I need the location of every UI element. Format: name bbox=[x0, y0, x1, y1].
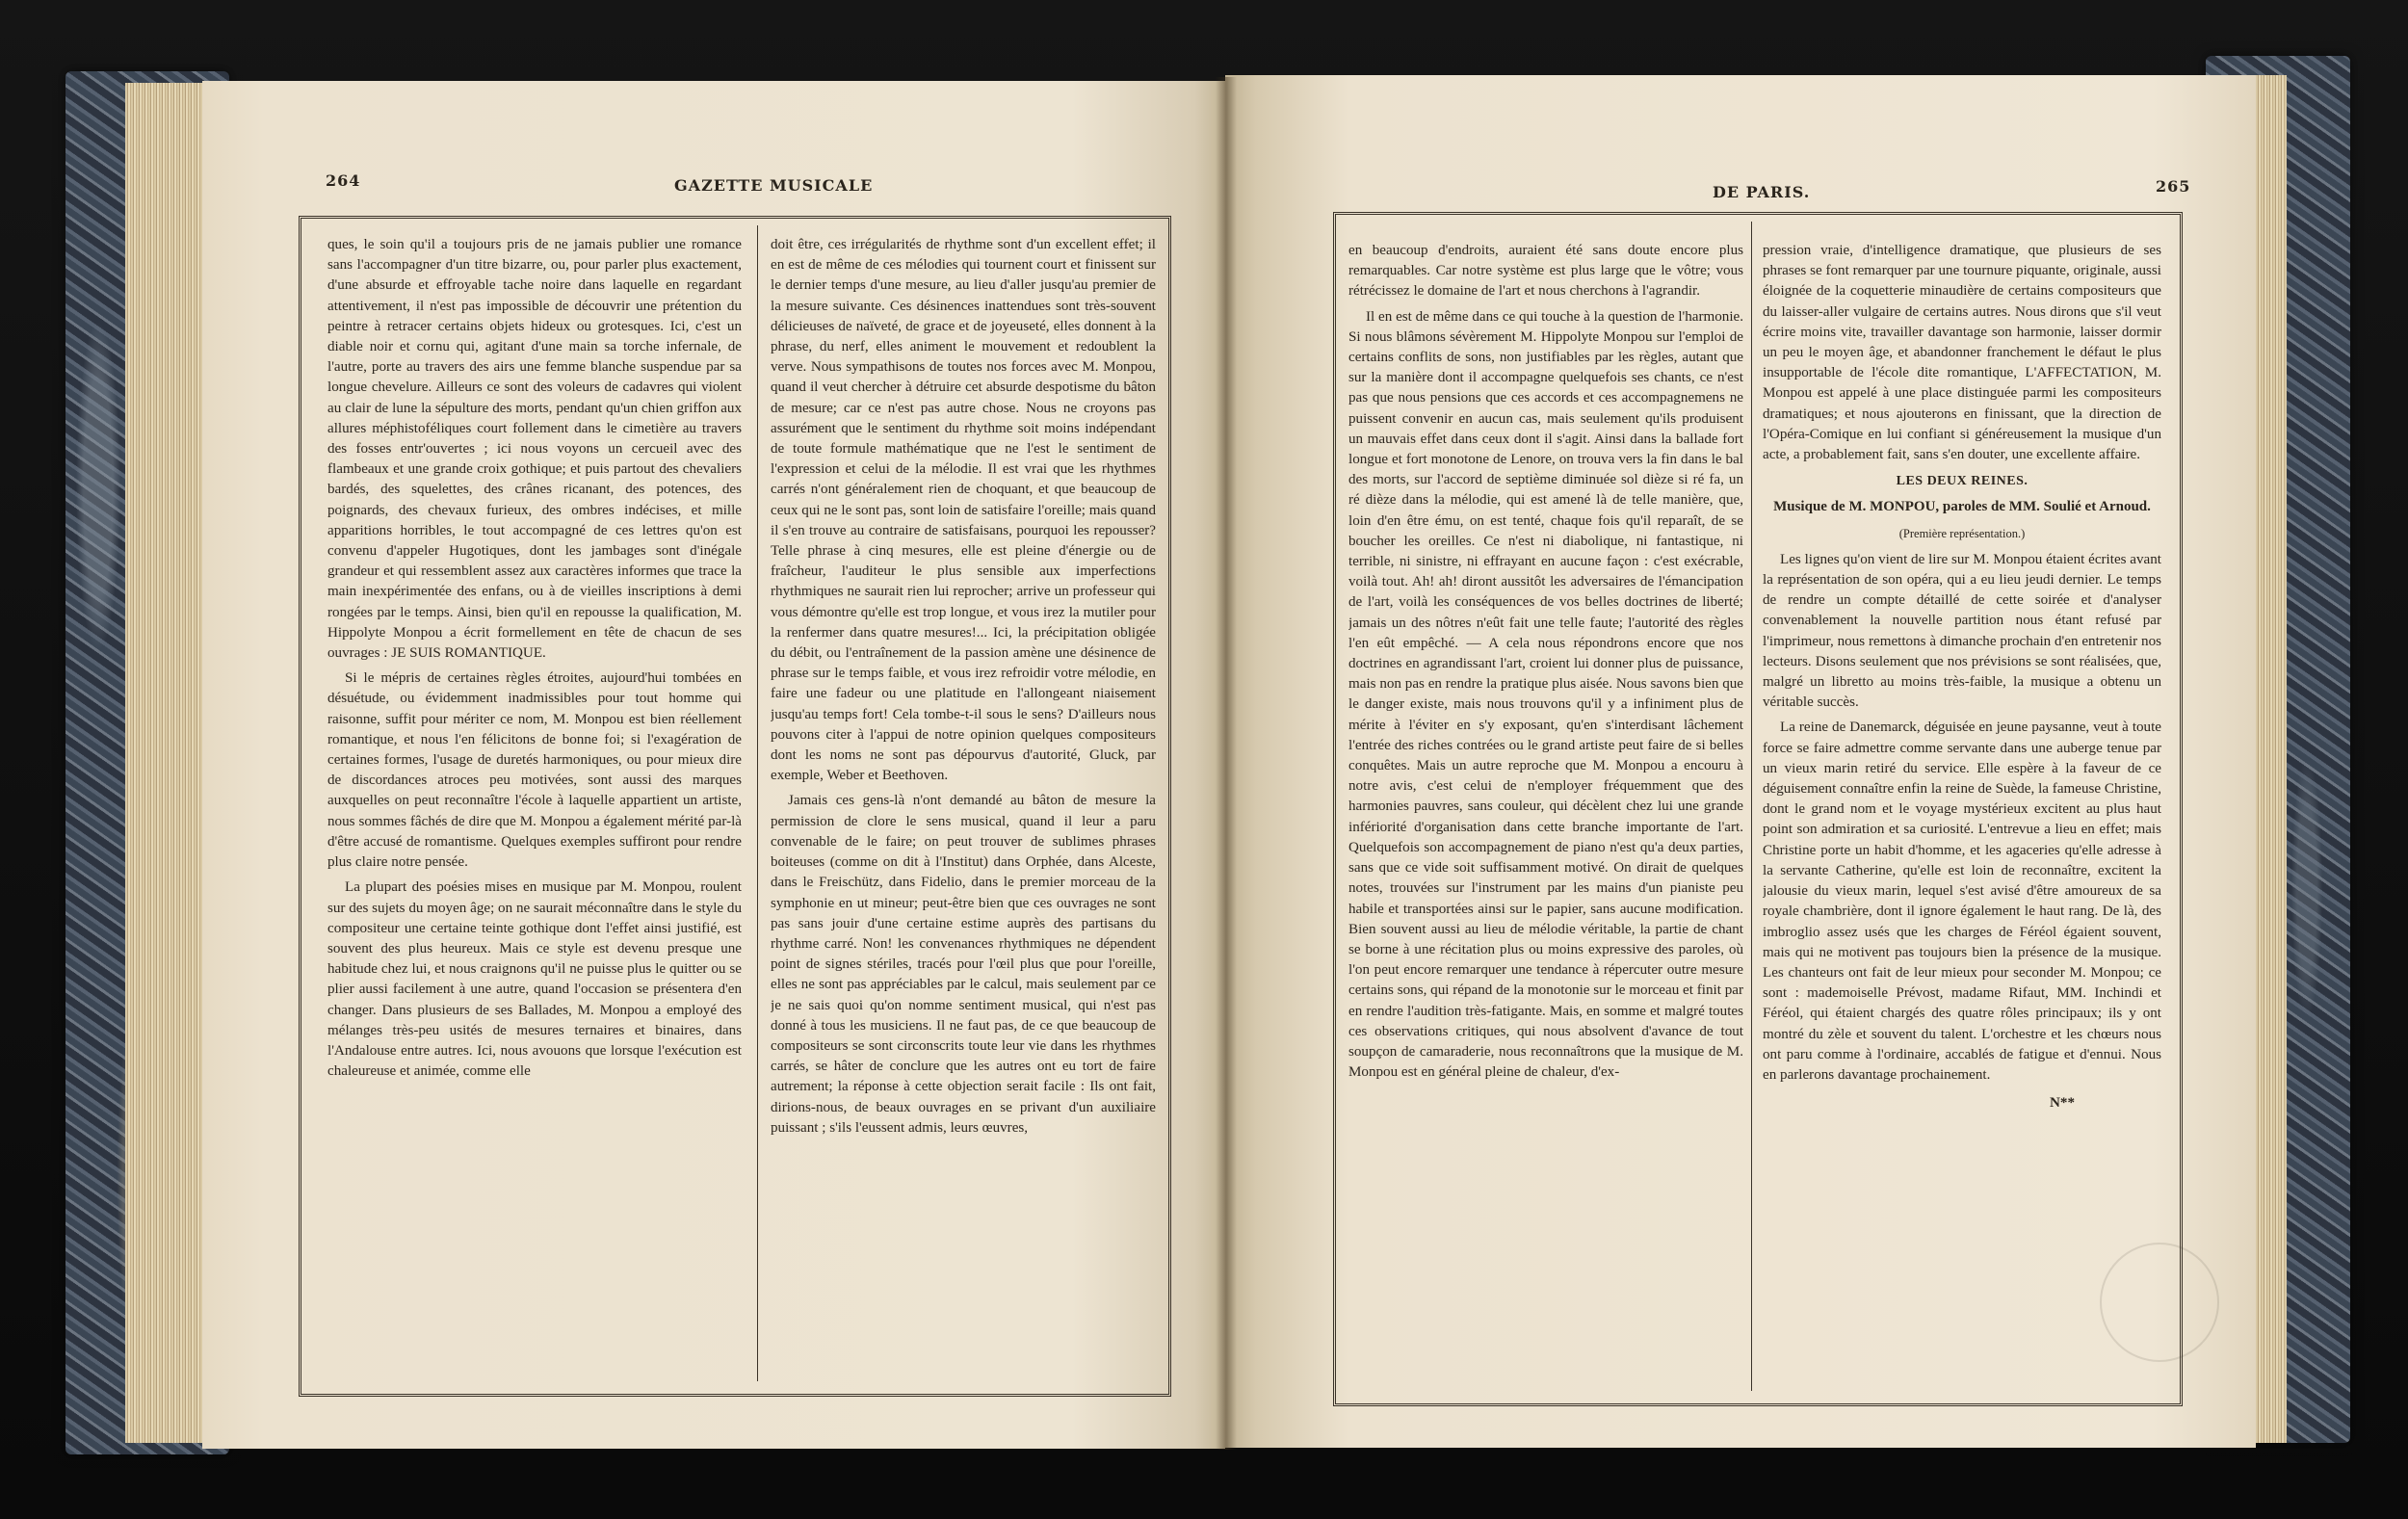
article-title: LES DEUX REINES. bbox=[1896, 474, 2028, 489]
article-body bbox=[1763, 550, 2161, 1086]
right-page-number: 265 bbox=[2156, 177, 2191, 196]
book-gutter bbox=[1216, 77, 1237, 1450]
show-through-text bbox=[1637, 87, 2177, 154]
paragraph: La reine de Danemarck, déguisée en jeune paysanne, veut à toute force se faire admettre comme servante dans une auberge tenue par un vieux marin retiré du service. Elle espère à la faveur de ce déguisement connaître enfin la reine de Suède, la fameuse Christine, dont le grand nom et le voyage mystérieux excitent au plus haut point son admiration et sa curiosité. L'entrevue a lieu en effet; mais Christine porte un habit d'homme, et les agaceries qu'elle adresse à la servante Catherine, qu'elle est loin de reconnaître, excitent la jalousie du vieux marin, lequel s'est avisé d'être amoureux de sa royale chambrière, dont il ignore également le haut rang. De là, des imbroglio assez usés que les charges de Féréol égaient souvent, mais qui ne motivent pas toujours bien la présence de la musique. Les chanteurs ont fait de leur mieux pour seconder M. Monpou; ce sont : mademoiselle Prévost, madame Rifaut, MM. Inchindi et Féréol, qui étaient chargés des quatre rôles principaux; ils y ont montré du zèle et souvent du talent. L'orchestre et les chœurs nous ont paru comme à l'ordinaire, accablés de fatigue et d'ennui. Nous en parlerons davantage prochainement. bbox=[1763, 720, 2161, 1083]
paragraph: ques, le soin qu'il a toujours pris de ne jamais publier une romance sans l'accompagner d'un titre bizarre, ou, pour parler plus exactement, d'une absurde et effroyable tache noire dans laquelle en regardant attentivement, il n'est pas impossible de découvrir une prétention du peintre à retracer certains objets hideux ou grotesques. Ici, c'est un diable noir et cornu qui, agitant d'une main sa torche infernale, de l'autre, porte au travers des airs une femme blanche suspendue par sa longue chevelure. Ailleurs ce sont des voleurs de cadavres qui violent au clair de lune la sépulture des morts, pendant qu'un chien griffon aux allures méphistoféliques court follement dans le cimetière au travers des fosses entr'ouvertes ; ici nous voyons un cercueil avec des flambeaux et une grande croix gothique; et puis partout des chevaliers bardés, des squelettes, des crânes ricanant, des potences, des poignards, des chevaux furieux, des ombres indécises, et mille apparitions horribles, le tout accompagné de ces lettres qu'on est convenu d'appeler Hugotiques, dont les jambages sont d'inégale grandeur et qui ressemblent assez aux caractères informes que trace la main inexpérimentée des enfans, ou à de vieilles inscriptions à demi rongées par le temps. Ainsi, bien qu'il en repousse la qualification, M. Hippolyte Monpou a écrit formellement en tête de chacun de ses ouvrages : JE SUIS ROMANTIQUE. bbox=[327, 237, 742, 662]
right-running-head: DE PARIS. bbox=[1713, 183, 1811, 201]
paragraph: doit être, ces irrégularités de rhythme sont d'un excellent effet; il en est de même de ces mélodies qui tournent court et finissent sur le dernier temps d'une mesure, au lieu d'aller jusqu'au premier de la mesure suivante. Ces désinences inattendues sont très-souvent délicieuses de naïveté, de grace et de joyeuseté, elles donnent à la phrase, du nerf, elles animent le mouvement et redoublent la verve. Nous sympathisons de toutes nos forces avec M. Monpou, quand il veut chercher à détruire cet absurde despotisme du bâton de mesure; car ce n'est pas autre chose. Nous ne croyons pas assurément que le sentiment du rhythme soit moins indépendant de toute formule mathématique que ne l'est le sentiment de l'expression et celui de la mélodie. Il est vrai que les rhythmes carrés n'ont généralement rien de choquant, et que beaucoup de ceux qui ne le sont pas, sont loin de satisfaire l'oreille; mais quand il s'en trouve au contraire de satisfaisans, pourquoi les repousser? Telle phrase à cinq mesures, elle est pleine d'énergie ou de fraîcheur, l'auditeur le plus sensible aux imperfections rhythmiques ne saurait rien lui reprocher; arrive un professeur qui vous démontre qu'elle est trop longue, et vous irez la mutiler pour la renfermer dans quatre mesures!... Ici, la précipitation obligée du débit, ou l'entraînement de la passion amène une désinence de phrase sur le temps faible, et vous irez refroidir votre mélodie, en faire une fadeur ou une platitude en l'allongeant niaisement jusqu'au temps fort! Cela tombe-t-il sous le sens? D'ailleurs nous pouvons citer à l'appui de notre opinion quelques compositeurs dont les noms ne sont pas dépourvus d'autorité, Gluck, par exemple, Weber et Beethoven. bbox=[771, 237, 1156, 784]
column-continuation bbox=[1763, 241, 2161, 465]
paragraph: La plupart des poésies mises en musique par M. Monpou, roulent sur des sujets du moyen âge; on ne saurait méconnaître dans le style du compositeur une certaine teinte gothique dont l'effet ainsi justifié, est souvent des plus heureux. Mais ce style est devenu presque une habitude chez lui, et nous craignons qu'il ne puisse plus le quitter ou se plier aussi facilement à une autre, quand l'occasion se présentera d'en changer. Dans plusieurs de ses Ballades, M. Monpou a employé des mélanges très-peu usités de mesures ternaires et binaires, dans l'Andalouse entre autres. Ici, nous avouons que lorsque l'exécution est chaleureuse et animée, comme elle bbox=[327, 879, 742, 1080]
left-page-number: 264 bbox=[326, 171, 361, 190]
paragraph: pression vraie, d'intelligence dramatique, que plusieurs de ses phrases se font remarquer par une tournure piquante, originale, aussi éloignée de la coquetterie minaudière de certains compositeurs que du laisser-aller vulgaire de certains autres. Nous dirons que s'il veut écrire moins vite, travailler davantage son harmonie, laisser dormir un peu le moyen âge, et abandonner franchement le défaut le plus insupportable de l'école dite romantique, L'AFFECTATION, M. Monpou est appelé à une place distinguée parmi les compositeurs dramatiques; et nous ajouterons en finissant, que la direction de l'Opéra-Comique en lui confiant si généreusement la musique d'un acte, a probablement fait, sans s'en douter, une excellente affaire. bbox=[1763, 243, 2161, 463]
author-signature: N** bbox=[2050, 1095, 2075, 1112]
left-column-rule bbox=[757, 225, 758, 1381]
paragraph: Jamais ces gens-là n'ont demandé au bâton de mesure la permission de clore le sens musical, quand il leur a paru convenable de le faire; on peut trouver de sublimes phrases boiteuses (comme on dit à l'Institut) dans Orphée, dans Alceste, dans le Freischütz, dans Fidelio, dans le premier morceau de la symphonie en ut mineur; peut-être bien que ces ouvrages ne sont pas sans jouir d'une certaine estime auprès des partisans du rhythme carré. Non! les convenances rhythmiques ne dépendent point de signes stériles, tracés pour l'œil plus que pour l'oreille, elles ne sont pas appréciables par le calcul, mais seulement par ce je ne sais quoi qu'on nomme sentiment musical, qui n'est pas donné à tous les musiciens. Il ne faut pas, de ce que beaucoup de compositeurs se sont circonscrits toute leur vie dans les rhythmes carrés, se hâter de conclure que les autres ont eu tort de faire autrement; la réponse à cette objection serait facile : Ils ont fait, dirions-nous, de beaux ouvrages en se privant d'un auxiliaire puissant ; s'ils l'eussent admis, leurs œuvres, bbox=[771, 793, 1156, 1136]
paragraph: Les lignes qu'on vient de lire sur M. Monpou étaient écrites avant la représentation de son opéra, qui a eu lieu jeudi dernier. Le temps de rendre un compte détaillé de cette soirée et d'analyser convenablement la nouvelle partition nous étant refusé par l'imprimeur, nous remettons à dimanche prochain d'en entretenir nos lecteurs. Disons seulement que nos prévisions se sont réalisées, que, malgré un libretto au moins très-faible, la musique a obtenu un véritable succès. bbox=[1763, 551, 2161, 711]
left-column-2 bbox=[771, 235, 1156, 1377]
paragraph: en beaucoup d'endroits, auraient été sans doute encore plus remarquables. Car notre système est plus large que le vôtre; vous rétrécissez le domaine de l'art et nous cherchons à l'agrandir. bbox=[1348, 243, 1743, 300]
article-subtitle: Musique de M. MONPOU, paroles de MM. Soulié et Arnoud. bbox=[1773, 499, 2151, 515]
paragraph: Il en est de même dans ce qui touche à la question de l'harmonie. Si nous blâmons sévèrement M. Hippolyte Monpou sur l'emploi de certains conflits de sons, non justifiables par les règles, autant que sur la manière dont il accompagne quelquefois ses chants, ce n'est pas que nous pensions que ces accords et ces accompagnemens ne puissent convenir en aucun cas, mais seulement qu'ils produisent un mauvais effet dans ceux dont il s'agit. Ainsi dans la ballade fort longue et fort monotone de Lenore, on trouva vers la fin dans le bal des morts, sur l'accord de septième diminuée sol dièze si ré fa, un ré dièze dans la mélodie, qui est amené là de telle manière, que, loin d'en être ému, on est tenté, chaque fois qu'il reparaît, de se boucher les oreilles. Ce n'est ni diabolique, ni fantastique, ni terrible, ni sinistre, ni effrayant en aucune façon : c'est exécrable, voilà tout. Ah! ah! diront aussitôt les adversaires de l'émancipation de l'art, voilà les conséquences de vos belles doctrines de liberté; jamais un des nôtres n'eût fait une telle faute; l'autorité des règles l'en eût empêché. — A cela nous répondrons encore que nos doctrines en agrandissant l'art, croient lui donner plus de puissance, mais non pas en rendre la pratique plus aisée. Nous savons bien que le danger existe, mais nous trouvons qu'il y a infiniment plus de mérite à l'éviter en s'y exposant, qu'en s'interdisant lâchement l'entrée des riches contrées ou le grand artiste peut faire de si belles conquêtes. Mais un autre reproche que M. Monpou a encouru à notre avis, c'est celui de n'employer fréquemment que des harmonies pauvres, sans couleur, qui décèlent chez lui une grande infériorité d'organisation dans cette branche importante de l'art. Quelquefois son accompagnement de piano n'est qu'a deux parties, sans que ce vide soit suffisamment motivé. On dirait de quelques notes, trouvées sur l'instrument par les mains d'un pianiste peu habile et transportées ainsi sur le papier, sans aucune modification. Bien souvent aussi au lieu de mélodie véritable, la partie de chant se borne à une récitation plus ou moins expressive des paroles, où l'on peut encore remarquer une tendance à répercuter outre mesure certains sons, qui répand de la monotonie sur le morceau et finit par en rendre l'audition très-fatigante. Mais, en somme et malgré toutes ces observations critiques, qui nous absolvent d'avance de tout soupçon de camaraderie, nous reconnaîtrons que la musique de M. Monpou est en général pleine de chaleur, d'ex- bbox=[1348, 308, 1743, 1081]
page-edges-left bbox=[125, 83, 206, 1443]
right-column-2 bbox=[1763, 241, 2161, 1387]
right-column-rule bbox=[1751, 222, 1752, 1391]
paragraph: Si le mépris de certaines règles étroites, aujourd'hui tombées en désuétude, ou évidemment inadmissibles pour tout homme qui raisonne, suffit pour mériter ce nom, M. Monpou est bien réellement romantique, et nous l'en félicitons de bonne foi; si l'exagération de certaines formes, l'usage de duretés harmoniques, ou pour mieux dire de discordances atroces peu motivées, sont aussi des marques auxquelles on peut reconnaître l'école à laquelle appartient un artiste, nous sommes fâchés de dire que M. Monpou a également mérité par-là d'être accusé de romantisme. Quelques exemples suffiront pour rendre plus claire notre pensée. bbox=[327, 670, 742, 871]
right-column-1 bbox=[1348, 241, 1743, 1387]
article-note: (Première représentation.) bbox=[1898, 526, 2026, 540]
left-running-head: GAZETTE MUSICALE bbox=[674, 176, 874, 195]
left-column-1 bbox=[327, 235, 742, 1377]
